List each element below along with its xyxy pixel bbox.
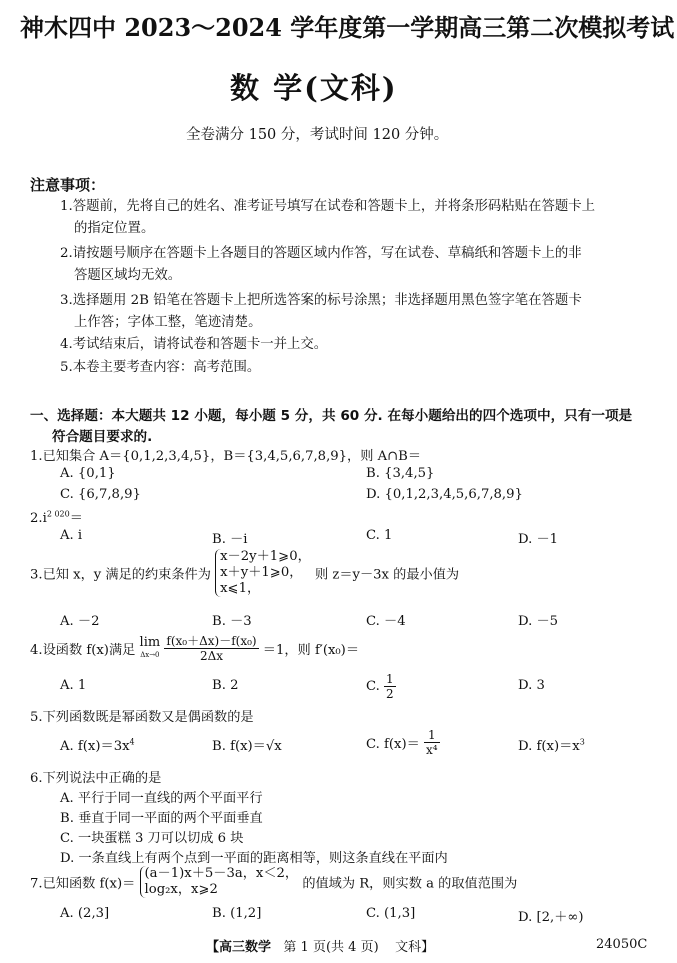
q1-option-b: B. {3,4,5}: [366, 466, 435, 481]
q4-option-b: B. 2: [212, 678, 239, 693]
q5-option-c: C. f(x)＝ $\frac{1}{\text{x⁴}}$: [366, 728, 438, 757]
q6-option-a: A. 平行于同一直线的两个平面平行: [60, 791, 263, 806]
question-6-stem: 6.下列说法中正确的是: [30, 771, 162, 786]
notice-item: 2.请按题号顺序在答题卡上各题目的答题区域内作答，写在试卷、草稿纸和答题卡上的非: [60, 246, 582, 261]
q3-option-c: C. －4: [366, 614, 406, 629]
page-footer: 【高三数学 第 1 页(共 4 页) 文科】: [206, 940, 435, 955]
q1-option-d: D. {0,1,2,3,4,5,6,7,8,9}: [366, 487, 523, 502]
notice-item: 4.考试结束后，请将试卷和答题卡一并上交。: [60, 337, 328, 352]
section-heading: 一、选择题：本大题共 12 小题，每小题 5 分，共 60 分. 在每小题给出的四个选项中，只有一项是: [30, 408, 633, 424]
q3-option-d: D. －5: [518, 614, 559, 629]
question-5-stem: 5.下列函数既是幂函数又是偶函数的是: [30, 710, 254, 725]
q4-option-d: D. 3: [518, 678, 545, 693]
q5-option-b: B. f(x)＝√x: [212, 739, 282, 754]
question-4-stem: 4.设函数 f(x)满足 lim Δx→0 $\frac{\text{f(x₀＋Δx)－f(x₀)}}{2\Delta x}$ ＝1，则 f′(x₀)＝: [30, 634, 360, 663]
piecewise-brace: (a－1)x＋5－3a，x＜2， log₂x，x⩾2: [140, 866, 299, 898]
question-3-stem: 3.已知 x，y 满足的约束条件为 x－2y＋1⩾0， x＋y＋1⩾0， x⩽1， 则 z＝y－3x 的最小值为: [30, 549, 460, 596]
q6-option-d: D. 一条直线上有两个点到一平面的距离相等，则这条直线在平面内: [60, 851, 448, 866]
notice-heading: 注意事项：: [30, 176, 106, 194]
q2-option-b: B. －i: [212, 532, 248, 547]
q4-option-c: C. $\frac{1}{2}$: [366, 672, 394, 701]
q4-option-a: A. 1: [60, 678, 87, 693]
section-heading-cont: 符合题目要求的.: [52, 429, 153, 445]
q5-option-d: D. $f(x)=x^3$: [518, 737, 585, 754]
notice-item: 上作答；字体工整，笔迹清楚。: [74, 315, 262, 330]
q5-option-a: A. $f(x)=3x^4$: [60, 737, 135, 754]
notice-item: 1.答题前，先将自己的姓名、准考证号填写在试卷和答题卡上，并将条形码粘贴在答题卡上: [60, 199, 596, 214]
q1-option-c: C. {6,7,8,9}: [60, 487, 141, 502]
q2-option-c: C. 1: [366, 528, 393, 543]
q2-option-d: D. －1: [518, 532, 559, 547]
limit: lim Δx→0: [139, 634, 161, 659]
q1-option-a: A. {0,1}: [60, 466, 116, 481]
question-1-stem: 1.已知集合 A＝{0,1,2,3,4,5}，B＝{3,4,5,6,7,8,9}，则 A∩B＝: [30, 449, 422, 464]
q7-option-b: B. (1,2]: [212, 906, 262, 921]
question-2-stem: $2.i^{2 020}=$: [30, 509, 83, 526]
subject-title: 数 学(文科): [230, 71, 398, 105]
q7-option-c: C. (1,3]: [366, 906, 416, 921]
exam-info: 全卷满分 150 分，考试时间 120 分钟。: [186, 127, 449, 143]
q2-option-a: A. i: [60, 528, 83, 543]
notice-item: 3.选择题用 2B 铅笔在答题卡上把所选答案的标号涂黑；非选择题用黑色签字笔在答题卡: [60, 293, 582, 308]
paper-code: 24050C: [596, 937, 648, 952]
q3-option-a: A. －2: [60, 614, 100, 629]
exam-title: 神木四中 2023～2024 学年度第一学期高三第二次模拟考试: [20, 13, 675, 42]
notice-item: 答题区域均无效。: [74, 268, 182, 283]
q7-option-d: D. [2,＋∞): [518, 910, 584, 925]
question-7-stem: 7.已知函数 f(x)＝ (a－1)x＋5－3a，x＜2， log₂x，x⩾2 的值域为 R，则实数 a 的取值范围为: [30, 866, 518, 897]
q6-option-b: B. 垂直于同一平面的两个平面垂直: [60, 811, 263, 826]
constraint-brace: x－2y＋1⩾0， x＋y＋1⩾0， x⩽1，: [215, 549, 311, 597]
notice-item: 5.本卷主要考查内容：高考范围。: [60, 360, 261, 375]
q7-option-a: A. (2,3]: [60, 906, 110, 921]
q6-option-c: C. 一块蛋糕 3 刀可以切成 6 块: [60, 831, 244, 846]
notice-item: 的指定位置。: [74, 221, 155, 236]
limit-fraction: $\frac{\text{f(x₀＋Δx)－f(x₀)}}{2\Delta x}$: [166, 634, 257, 663]
q3-option-b: B. －3: [212, 614, 252, 629]
